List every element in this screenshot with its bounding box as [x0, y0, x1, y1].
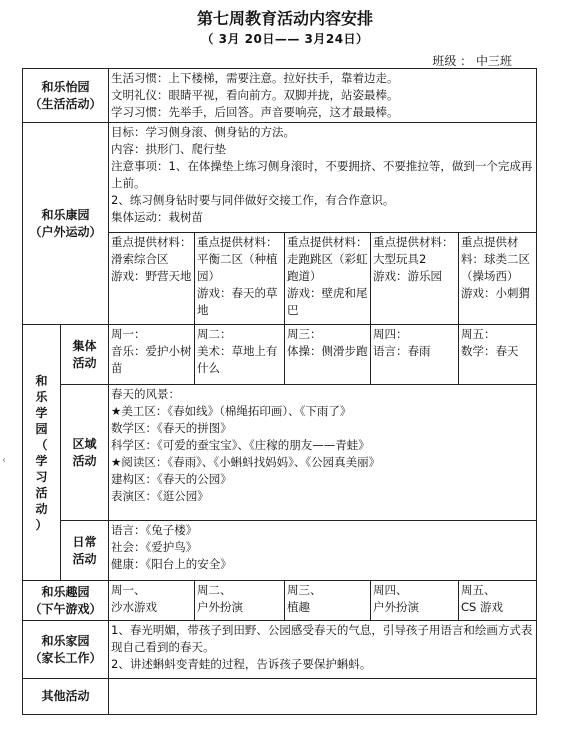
- page-title: 第七周教育活动内容安排: [196, 9, 373, 28]
- group-activity-label: 集体 活动: [61, 325, 109, 385]
- row-lexue-daily: [23, 521, 537, 581]
- date-range: （ 3月 20日—— 3月24日）: [201, 32, 369, 46]
- group-day-cell: 周二： 美术：草地上有什么: [195, 325, 285, 385]
- lekang-label: 和乐康园 （户外运动）: [23, 123, 109, 325]
- group-day-cell: 周四： 语言：春雨: [371, 325, 459, 385]
- station-cell: 重点提供材料：滑索综合区 游戏：野营天地: [109, 233, 195, 325]
- area-activity-content: 春天的风景： ★美工区：《春如线》（棉绳拓印画）、《下雨了》 数学区：《春天的拼图》 科学区：《可爱的蚕宝宝》、《庄稼的朋友——青蛙》 ★阅读区：《春雨》、《小蝌蚪找妈妈》、《公园真美丽》 建构区：《春天的公园》 表演区：《逛公园》: [109, 385, 537, 521]
- daily-activity-content: 语言：《兔子楼》 社会：《爱护鸟》 健康：《阳台上的安全》: [109, 521, 537, 581]
- lequ-day-cell: 周二、 户外扮演: [195, 581, 285, 621]
- leyi-content: [109, 69, 537, 123]
- row-other: [23, 679, 537, 715]
- lequ-day-cell: 周五、 CS 游戏: [459, 581, 537, 621]
- group-day-cell: 周一： 音乐：爱护小树苗: [109, 325, 195, 385]
- lequ-day-cell: 周三、 植趣: [285, 581, 371, 621]
- station-cell: 重点提供材料：大型玩具2 游戏：游乐园: [371, 233, 459, 325]
- margin-marker-icon: ‹: [2, 455, 6, 466]
- other-content: [109, 679, 537, 715]
- schedule-table: [22, 68, 537, 715]
- row-lexue-group: [23, 325, 537, 385]
- row-lexue-area: [23, 385, 537, 521]
- lekang-content: 目标：学习侧身滚、侧身钻的方法。 内容：拱形门、爬行垫 注意事项：1、在体操垫上练习侧身滚时，不要拥挤、不要推拉等，做到一个完成再上前。 2、练习侧身钻时要与同伴做好交接工作，有合作意识。 集体运动：栽树苗: [109, 123, 537, 233]
- lequ-day-cell: 周四、 户外扮演: [371, 581, 459, 621]
- daily-activity-label: 日常 活动: [61, 521, 109, 581]
- schedule-table-wrapper: [22, 68, 536, 715]
- lejia-content: 1、春光明媚，带孩子到田野、公园感受春天的气息，引导孩子用语言和绘画方式表现自己看到的春天。 2、讲述蝌蚪变青蛙的过程，告诉孩子要保护蝌蚪。: [109, 621, 537, 679]
- leyi-line: 学习习惯：先举手，后回答。声音要响亮，这才最最棒。: [111, 105, 399, 119]
- row-lequ: [23, 581, 537, 621]
- row-leyi: [23, 69, 537, 123]
- class-label: 班级 ： 中三班: [432, 54, 512, 68]
- group-day-cell: 周五： 数学：春天: [459, 325, 537, 385]
- other-label: 其他活动: [23, 679, 109, 715]
- leyi-line: 文明礼仪：眼睛平视，看向前方。双脚并拢，站姿最棒。: [111, 88, 399, 102]
- station-cell: 重点提供材料：平衡二区（种植园） 游戏：春天的草地: [195, 233, 285, 325]
- group-day-cell: 周三： 体操：侧滑步跑: [285, 325, 371, 385]
- lequ-day-cell: 周一、 沙水游戏: [109, 581, 195, 621]
- leyi-label: 和乐怡园 （生活活动）: [23, 69, 109, 123]
- area-activity-label: 区域 活动: [61, 385, 109, 521]
- row-lekang-text: [23, 123, 537, 233]
- row-lejia: [23, 621, 537, 679]
- station-cell: 重点提供材料：走跑跳区（彩虹跑道） 游戏：壁虎和尾巴: [285, 233, 371, 325]
- lejia-label: 和乐家园 （家长工作）: [23, 621, 109, 679]
- leyi-line: 生活习惯：上下楼梯，需要注意。拉好扶手，靠着边走。: [111, 71, 399, 85]
- station-cell: 重点提供材料：球类二区（操场西） 游戏：小刺猬: [459, 233, 537, 325]
- lexue-label: 和 乐 学 园 （ 学 习 活 动 ）: [23, 325, 61, 581]
- lequ-label: 和乐趣园 （下午游戏）: [23, 581, 109, 621]
